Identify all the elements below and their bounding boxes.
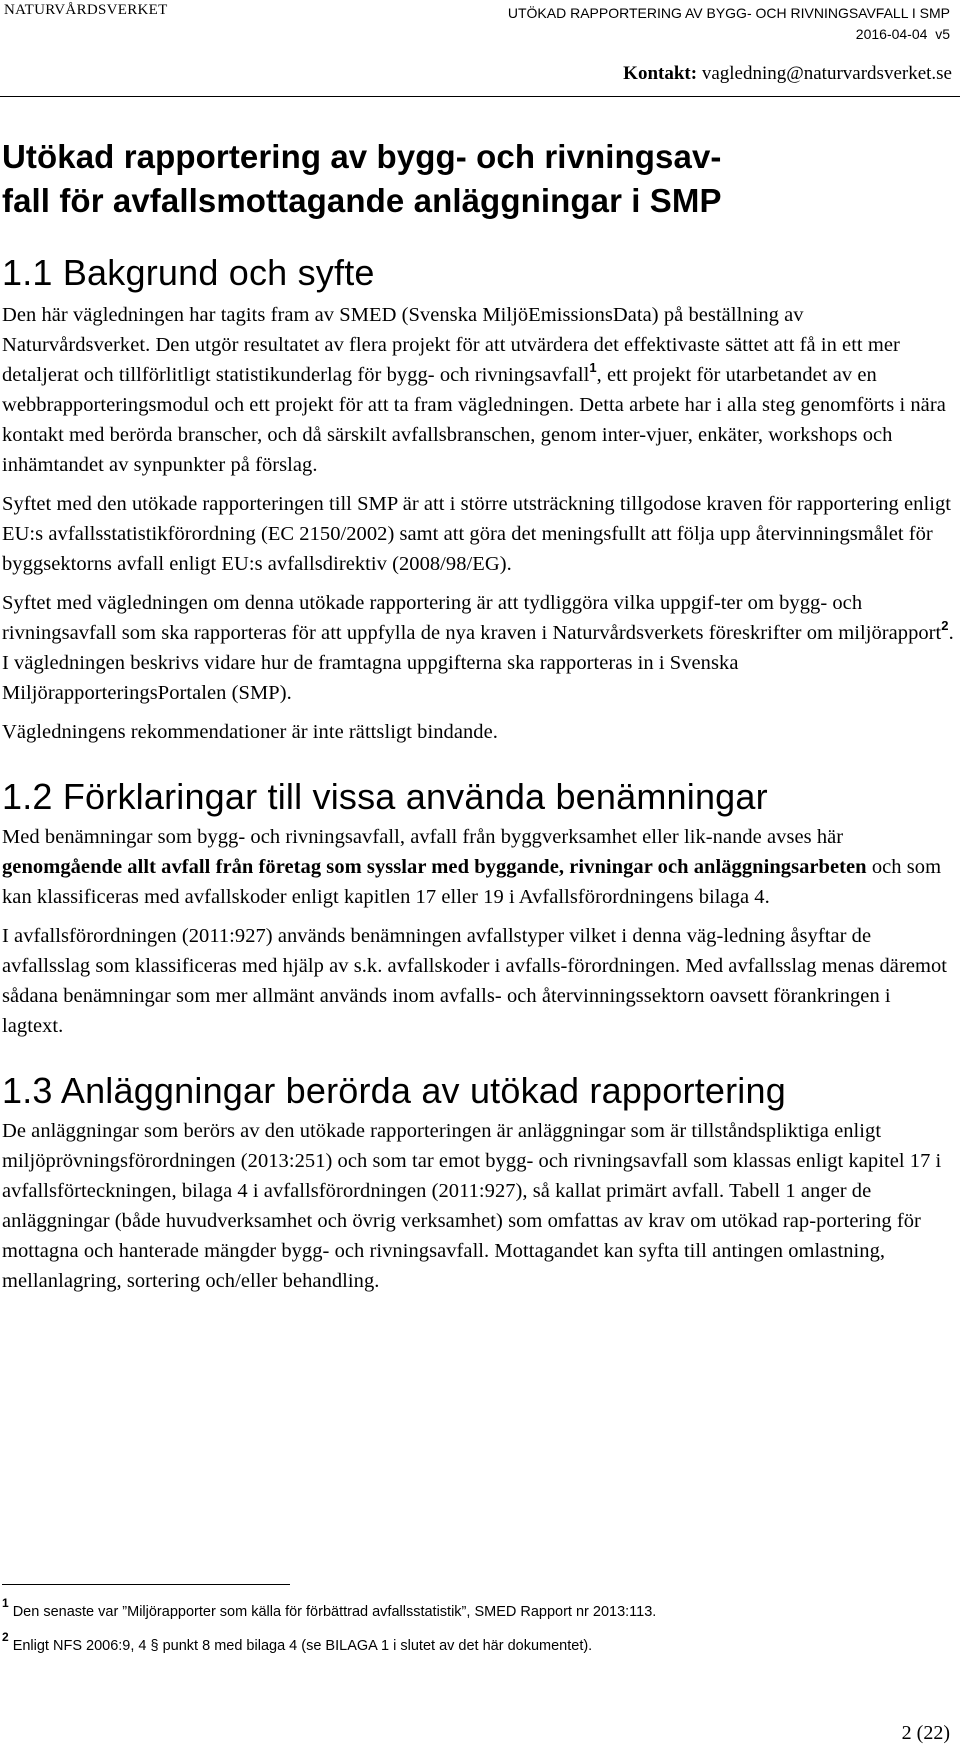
header-date: 2016-04-04 xyxy=(855,26,928,42)
footnote-ref-1[interactable]: 1 xyxy=(589,360,597,375)
contact-email[interactable]: vagledning@naturvardsverket.se xyxy=(701,63,952,84)
header-version: v5 xyxy=(935,26,950,42)
contact-label: Kontakt: xyxy=(623,63,698,84)
footnote-ref-2[interactable]: 2 xyxy=(941,618,949,633)
paragraph-rekommendationer: Vägledningens rekommendationer är inte rättsligt bindande. xyxy=(2,721,498,743)
document-body xyxy=(2,135,954,1296)
section-heading-1-2: 1.2 Förklaringar till vissa använda benämningar xyxy=(2,776,768,817)
section-heading-1-3: 1.3 Anläggningar berörda av utökad rapportering xyxy=(2,1070,786,1111)
paragraph-syfte-rapportering: Syftet med den utökade rapporteringen till SMP är att i större utsträckning tillgodose kraven för rapportering enligt EU:s avfallsstatistikförordning (EC 2150/2002) samt att göra det meningsfullt att följa upp återvinningsmålet för byggsektorns avfall enligt EU:s avfallsdirektiv (2008/98/EG). xyxy=(2,493,951,575)
paragraph-benamningar: Med benämningar som bygg- och rivningsavfall, avfall från byggverksamhet eller lik-nande avses här genomgående allt avfall från företag som sysslar med byggande, rivningar och anläggningsarbeten och som kan klassificeras med avfallskoder enligt kapitlen 17 eller 19 i Avfallsförordningens bilaga 4. xyxy=(2,826,942,908)
footnote-2: $^2$Enligt NFS 2006:9, 4 § punkt 8 med bilaga 4 (se BILAGA 1 i slutet av det här dokumentet). xyxy=(2,1630,593,1654)
header-doc-info xyxy=(508,3,950,45)
section-heading-1-1: 1.1 Bakgrund och syfte xyxy=(2,252,375,293)
document-title: Utökad rapportering av bygg- och rivningsav- fall för avfallsmottagande anläggningar i SMP xyxy=(2,138,722,219)
paragraph-syfte-vagledning: Syftet med vägledningen om denna utökade rapportering är att tydliggöra vilka uppgif-ter om bygg- och rivningsavfall som ska rapporteras för att uppfylla de nya kraven i Naturvårdsverkets föreskrifter om miljörapport$^2$. I vägledningen beskrivs vidare hur de framtagna uppgifterna ska rapporteras in i Svenska MiljörapporteringsPortalen (SMP). xyxy=(2,592,954,704)
page-number: 2 (22) xyxy=(901,1722,950,1744)
paragraph-avfallstyper: I avfallsförordningen (2011:927) används benämningen avfallstyper vilket i denna väg-ledning åsyftar de avfallsslag som klassificeras med hjälp av s.k. avfallskoder i avfalls-förordningen. Med avfallsslag menas däremot sådana benämningar som mer allmänt används inom avfalls- och återvinningssektorn oavsett förankringen i lagtext. xyxy=(2,925,948,1037)
paragraph-bakgrund: Den här vägledningen har tagits fram av SMED (Svenska MiljöEmissionsData) på beställning av Naturvårdsverket. Den utgör resultatet av flera projekt för att utvärdera det effektivaste sättet att få in ett mer detaljerat och tillförlitligt statistikunderlag för bygg- och rivningsavfall$^1$, ett projekt för utarbetandet av en webbrapporteringsmodul och ett projekt för att ta fram vägledningen. Detta arbete har i alla steg genomförts i nära kontakt med berörda branscher, och då särskilt avfallsbranschen, genom inter-vjuer, enkäter, workshops och inhämtandet av synpunkter på förslag. xyxy=(2,304,946,476)
footnote-divider xyxy=(2,1584,290,1585)
header-divider xyxy=(0,96,960,97)
header-contact xyxy=(623,63,952,85)
header-doc-title: UTÖKAD RAPPORTERING AV BYGG- OCH RIVNINGSAVFALL I SMP xyxy=(507,5,950,21)
header-date-version xyxy=(508,24,950,45)
footnote-1: $^1$Den senaste var ”Miljörapporter som källa för förbättrad avfallsstatistik”, SMED Rapport nr 2013:113. xyxy=(2,1596,657,1620)
header-org: NATURVÅRDSVERKET xyxy=(4,2,168,18)
paragraph-anlaggningar: De anläggningar som berörs av den utökade rapporteringen är anläggningar som är tillståndspliktiga enligt miljöprövningsförordningen (2013:251) och som tar emot bygg- och rivningsavfall som klassas enligt kapitel 17 i avfallsförteckningen, bilaga 4 i avfallsförordningen (2011:927), så kallat primärt avfall. Tabell 1 anger de anläggningar (både huvudverksamhet och övrig verksamhet) som omfattas av krav om utökad rap-portering för mottagna och hanterade mängder bygg- och rivningsavfall. Mottagandet kan syfta till antingen omlastning, mellanlagring, sortering och/eller behandling. xyxy=(2,1120,942,1292)
